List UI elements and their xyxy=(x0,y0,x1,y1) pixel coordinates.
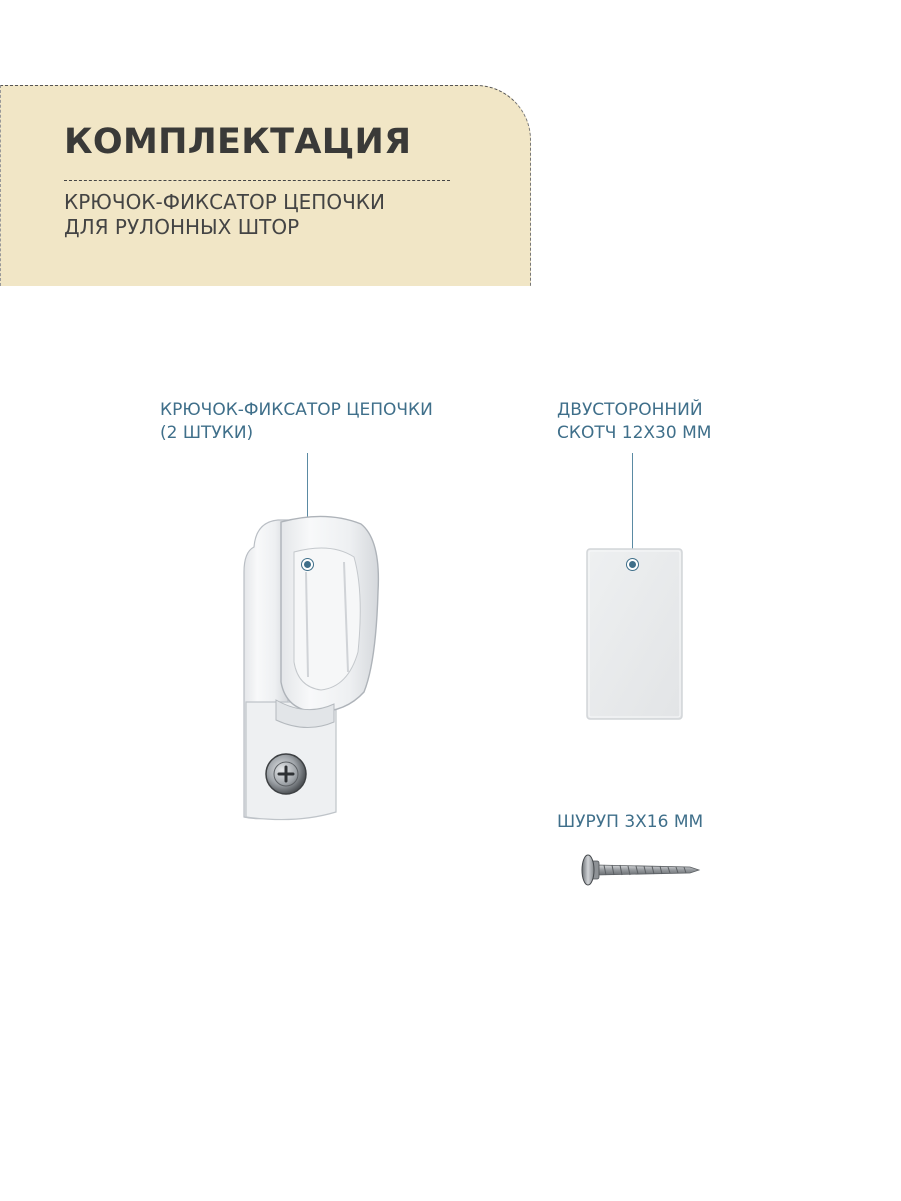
hook-label-line-2: (2 ШТУКИ) xyxy=(160,423,254,443)
tape-label-line-1: ДВУСТОРОННИЙ xyxy=(557,400,703,420)
tape-label xyxy=(557,399,711,445)
tape-image xyxy=(586,548,683,720)
header-panel xyxy=(0,85,531,286)
tape-callout-line xyxy=(632,453,633,561)
tape-callout-dot xyxy=(629,561,636,568)
tape-label-line-2: СКОТЧ 12Х30 ММ xyxy=(557,423,712,443)
screw-label: ШУРУП 3Х16 ММ xyxy=(557,812,704,832)
subtitle-line-2: ДЛЯ РУЛОННЫХ ШТОР xyxy=(64,215,300,239)
page-subtitle xyxy=(64,190,385,240)
hook-label-line-1: КРЮЧОК-ФИКСАТОР ЦЕПОЧКИ xyxy=(160,400,433,420)
hook-callout-dot xyxy=(304,561,311,568)
subtitle-line-1: КРЮЧОК-ФИКСАТОР ЦЕПОЧКИ xyxy=(64,190,385,214)
screw-image xyxy=(580,852,702,888)
hook-label xyxy=(160,399,433,445)
page-title: КОМПЛЕКТАЦИЯ xyxy=(64,122,412,162)
hook-image xyxy=(236,512,386,827)
title-divider xyxy=(64,180,450,181)
